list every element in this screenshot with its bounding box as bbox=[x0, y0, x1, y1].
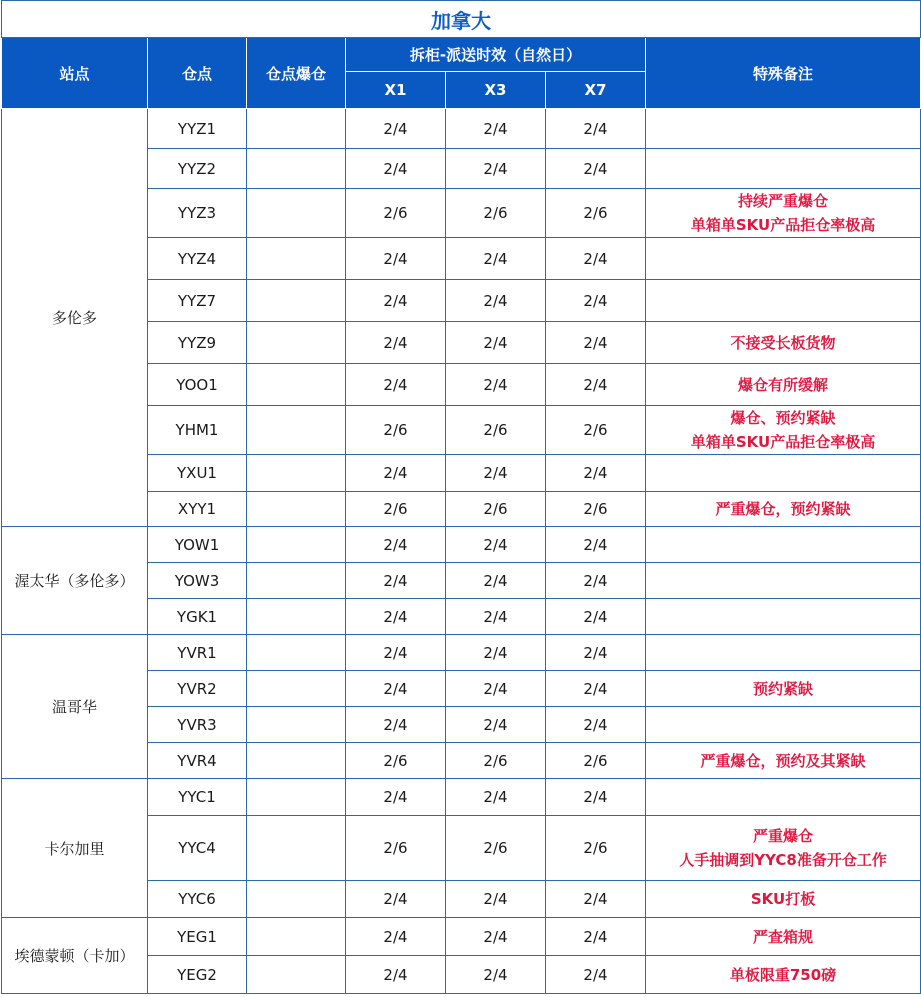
timeframe-x7: 2/4 bbox=[546, 563, 646, 599]
timeframe-x1: 2/4 bbox=[346, 280, 446, 322]
timeframe-x7: 2/6 bbox=[546, 406, 646, 455]
timeframe-x7: 2/4 bbox=[546, 109, 646, 149]
table-row bbox=[2, 635, 921, 671]
note-line: 爆仓、预约紧缺 bbox=[730, 409, 836, 427]
timeframe-x1: 2/4 bbox=[346, 599, 446, 635]
header-x1: X1 bbox=[346, 72, 446, 109]
canada-warehouse-table bbox=[1, 0, 921, 994]
timeframe-x3: 2/6 bbox=[446, 492, 546, 527]
timeframe-x7: 2/4 bbox=[546, 527, 646, 563]
warehouse-code: YVR2 bbox=[148, 671, 247, 707]
timeframe-x3: 2/4 bbox=[446, 918, 546, 956]
timeframe-x3: 2/6 bbox=[446, 189, 546, 238]
note-cell bbox=[646, 881, 921, 918]
timeframe-x1: 2/4 bbox=[346, 322, 446, 364]
timeframe-x3: 2/4 bbox=[446, 322, 546, 364]
overflow-cell bbox=[247, 109, 346, 149]
timeframe-x7: 2/4 bbox=[546, 238, 646, 280]
timeframe-x1: 2/4 bbox=[346, 238, 446, 280]
warehouse-code: YVR1 bbox=[148, 635, 247, 671]
overflow-cell bbox=[247, 707, 346, 743]
overflow-cell bbox=[247, 492, 346, 527]
timeframe-x1: 2/4 bbox=[346, 527, 446, 563]
station-cell: 温哥华 bbox=[2, 635, 148, 779]
note-cell bbox=[646, 455, 921, 492]
warehouse-code: YHM1 bbox=[148, 406, 247, 455]
note-line: 持续严重爆仓 bbox=[738, 192, 829, 210]
warehouse-code: YYZ4 bbox=[148, 238, 247, 280]
note-cell bbox=[646, 238, 921, 280]
warehouse-code: YYZ2 bbox=[148, 149, 247, 189]
timeframe-x3: 2/4 bbox=[446, 238, 546, 280]
timeframe-x7: 2/6 bbox=[546, 816, 646, 881]
overflow-cell bbox=[247, 956, 346, 994]
note-cell bbox=[646, 322, 921, 364]
note-line: 预约紧缺 bbox=[753, 679, 814, 698]
timeframe-x3: 2/4 bbox=[446, 455, 546, 492]
timeframe-x1: 2/4 bbox=[346, 455, 446, 492]
timeframe-x3: 2/4 bbox=[446, 635, 546, 671]
note-line: 单箱单SKU产品拒仓率极高 bbox=[690, 216, 876, 234]
note-cell bbox=[646, 599, 921, 635]
note-line: 严重爆仓，预约紧缺 bbox=[715, 500, 851, 518]
timeframe-x1: 2/4 bbox=[346, 707, 446, 743]
header-station: 站点 bbox=[2, 38, 148, 109]
warehouse-code: YYZ3 bbox=[148, 189, 247, 238]
note-line: 不接受长板货物 bbox=[730, 333, 836, 352]
note-cell bbox=[646, 280, 921, 322]
note-line: 爆仓有所缓解 bbox=[738, 375, 829, 394]
overflow-cell bbox=[247, 918, 346, 956]
timeframe-x7: 2/4 bbox=[546, 779, 646, 816]
note-cell bbox=[646, 563, 921, 599]
note-cell bbox=[646, 779, 921, 816]
note-cell bbox=[646, 189, 921, 238]
timeframe-x3: 2/4 bbox=[446, 563, 546, 599]
warehouse-code: YOW3 bbox=[148, 563, 247, 599]
overflow-cell bbox=[247, 189, 346, 238]
timeframe-x1: 2/6 bbox=[346, 406, 446, 455]
overflow-cell bbox=[247, 322, 346, 364]
timeframe-x7: 2/4 bbox=[546, 707, 646, 743]
overflow-cell bbox=[247, 527, 346, 563]
overflow-cell bbox=[247, 149, 346, 189]
warehouse-code: YGK1 bbox=[148, 599, 247, 635]
warehouse-code: YYZ1 bbox=[148, 109, 247, 149]
timeframe-x7: 2/4 bbox=[546, 364, 646, 406]
timeframe-x3: 2/4 bbox=[446, 109, 546, 149]
timeframe-x3: 2/4 bbox=[446, 599, 546, 635]
timeframe-x7: 2/4 bbox=[546, 881, 646, 918]
note-line: 单箱单SKU产品拒仓率极高 bbox=[690, 433, 876, 451]
timeframe-x1: 2/4 bbox=[346, 109, 446, 149]
timeframe-x1: 2/6 bbox=[346, 189, 446, 238]
station-cell: 埃德蒙顿（卡加） bbox=[2, 918, 148, 994]
timeframe-x3: 2/6 bbox=[446, 816, 546, 881]
note-cell bbox=[646, 707, 921, 743]
warehouse-code: YYC4 bbox=[148, 816, 247, 881]
timeframe-x7: 2/4 bbox=[546, 455, 646, 492]
timeframe-x1: 2/6 bbox=[346, 492, 446, 527]
note-cell bbox=[646, 816, 921, 881]
warehouse-code: YOW1 bbox=[148, 527, 247, 563]
note-cell bbox=[646, 635, 921, 671]
timeframe-x7: 2/6 bbox=[546, 189, 646, 238]
header-overflow: 仓点爆仓 bbox=[247, 38, 346, 109]
header-warehouse: 仓点 bbox=[148, 38, 247, 109]
timeframe-x7: 2/4 bbox=[546, 322, 646, 364]
timeframe-x1: 2/4 bbox=[346, 956, 446, 994]
overflow-cell bbox=[247, 455, 346, 492]
table-row bbox=[2, 109, 921, 149]
timeframe-x1: 2/4 bbox=[346, 779, 446, 816]
header-timeframe: 拆柜-派送时效（自然日） bbox=[346, 38, 646, 72]
warehouse-code: XYY1 bbox=[148, 492, 247, 527]
timeframe-x3: 2/4 bbox=[446, 956, 546, 994]
note-line: 严重爆仓 bbox=[753, 827, 814, 845]
timeframe-x1: 2/4 bbox=[346, 149, 446, 189]
overflow-cell bbox=[247, 364, 346, 406]
overflow-cell bbox=[247, 779, 346, 816]
warehouse-code: YYC6 bbox=[148, 881, 247, 918]
note-line: SKU打板 bbox=[750, 890, 816, 908]
timeframe-x7: 2/4 bbox=[546, 671, 646, 707]
overflow-cell bbox=[247, 816, 346, 881]
table-title: 加拿大 bbox=[2, 1, 921, 38]
timeframe-x7: 2/4 bbox=[546, 956, 646, 994]
overflow-cell bbox=[247, 671, 346, 707]
warehouse-code: YYZ7 bbox=[148, 280, 247, 322]
timeframe-x1: 2/4 bbox=[346, 563, 446, 599]
overflow-cell bbox=[247, 881, 346, 918]
timeframe-x3: 2/6 bbox=[446, 406, 546, 455]
timeframe-x1: 2/4 bbox=[346, 881, 446, 918]
warehouse-code: YEG1 bbox=[148, 918, 247, 956]
note-cell bbox=[646, 743, 921, 779]
overflow-cell bbox=[247, 635, 346, 671]
station-cell: 多伦多 bbox=[2, 109, 148, 527]
header-x3: X3 bbox=[446, 72, 546, 109]
timeframe-x1: 2/4 bbox=[346, 635, 446, 671]
timeframe-x7: 2/6 bbox=[546, 492, 646, 527]
timeframe-x7: 2/4 bbox=[546, 635, 646, 671]
note-cell bbox=[646, 527, 921, 563]
timeframe-x3: 2/4 bbox=[446, 671, 546, 707]
timeframe-x3: 2/4 bbox=[446, 527, 546, 563]
overflow-cell bbox=[247, 563, 346, 599]
timeframe-x3: 2/4 bbox=[446, 149, 546, 189]
warehouse-code: YYC1 bbox=[148, 779, 247, 816]
timeframe-x7: 2/4 bbox=[546, 918, 646, 956]
overflow-cell bbox=[247, 406, 346, 455]
table-body bbox=[2, 109, 921, 994]
station-cell: 卡尔加里 bbox=[2, 779, 148, 918]
table-row bbox=[2, 779, 921, 816]
timeframe-x3: 2/4 bbox=[446, 779, 546, 816]
header-x7: X7 bbox=[546, 72, 646, 109]
note-line: 单板限重750磅 bbox=[729, 965, 837, 984]
note-cell bbox=[646, 956, 921, 994]
note-line: 人手抽调到YYC8准备开仓工作 bbox=[679, 851, 887, 869]
warehouse-code: YYZ9 bbox=[148, 322, 247, 364]
note-cell bbox=[646, 406, 921, 455]
table-row bbox=[2, 527, 921, 563]
overflow-cell bbox=[247, 280, 346, 322]
timeframe-x1: 2/4 bbox=[346, 364, 446, 406]
timeframe-x3: 2/4 bbox=[446, 280, 546, 322]
overflow-cell bbox=[247, 238, 346, 280]
overflow-cell bbox=[247, 599, 346, 635]
header-notes: 特殊备注 bbox=[646, 38, 921, 109]
note-cell bbox=[646, 364, 921, 406]
timeframe-x7: 2/4 bbox=[546, 149, 646, 189]
overflow-cell bbox=[247, 743, 346, 779]
station-cell: 渥太华（多伦多） bbox=[2, 527, 148, 635]
timeframe-x1: 2/6 bbox=[346, 816, 446, 881]
warehouse-code: YVR4 bbox=[148, 743, 247, 779]
note-cell bbox=[646, 492, 921, 527]
warehouse-code: YEG2 bbox=[148, 956, 247, 994]
note-line: 严查箱规 bbox=[753, 927, 814, 946]
timeframe-x3: 2/4 bbox=[446, 707, 546, 743]
note-cell bbox=[646, 671, 921, 707]
timeframe-x1: 2/4 bbox=[346, 671, 446, 707]
timeframe-x3: 2/6 bbox=[446, 743, 546, 779]
warehouse-code: YVR3 bbox=[148, 707, 247, 743]
timeframe-x7: 2/4 bbox=[546, 599, 646, 635]
timeframe-x1: 2/4 bbox=[346, 918, 446, 956]
note-cell bbox=[646, 149, 921, 189]
timeframe-x3: 2/4 bbox=[446, 881, 546, 918]
table-row bbox=[2, 918, 921, 956]
warehouse-code: YXU1 bbox=[148, 455, 247, 492]
note-cell bbox=[646, 109, 921, 149]
note-cell bbox=[646, 918, 921, 956]
timeframe-x1: 2/6 bbox=[346, 743, 446, 779]
timeframe-x3: 2/4 bbox=[446, 364, 546, 406]
timeframe-x7: 2/6 bbox=[546, 743, 646, 779]
timeframe-x7: 2/4 bbox=[546, 280, 646, 322]
warehouse-code: YOO1 bbox=[148, 364, 247, 406]
note-line: 严重爆仓，预约及其紧缺 bbox=[700, 751, 866, 770]
